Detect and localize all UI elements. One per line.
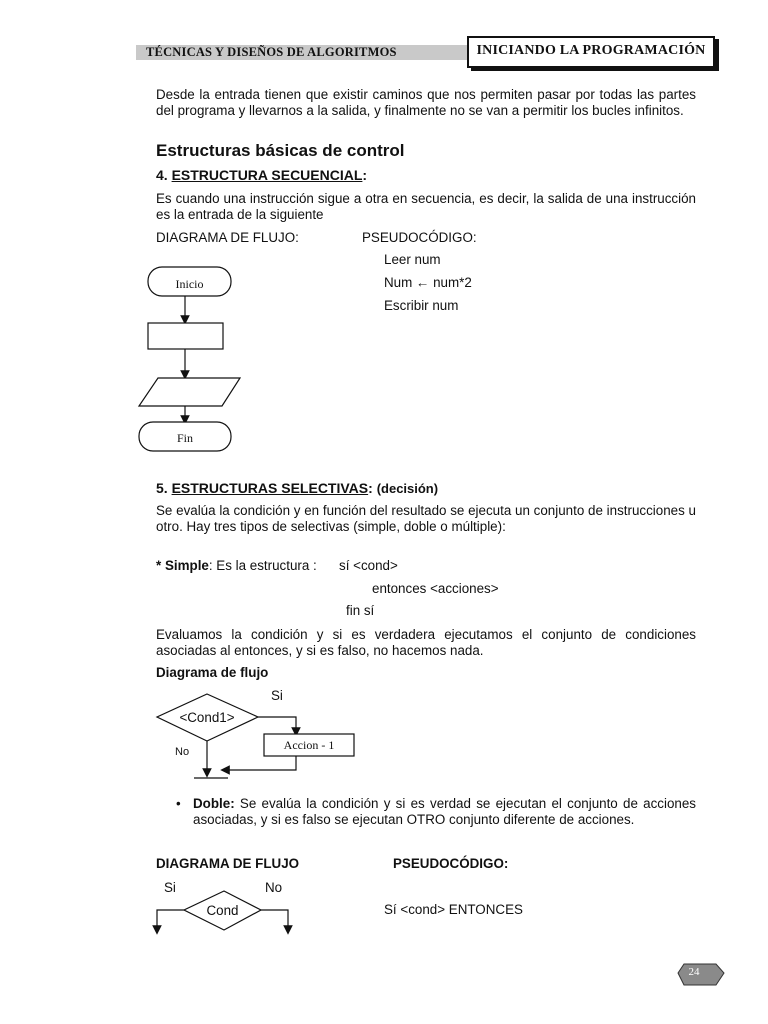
- sequential-heading: [156, 167, 367, 183]
- simple-flowchart: [150, 685, 370, 785]
- sequential-colon: :: [362, 167, 368, 183]
- double-flow-label: DIAGRAMA DE FLUJO: [156, 856, 300, 871]
- process-box: [148, 323, 223, 349]
- simple-return-line: [225, 756, 296, 770]
- header-right-title: INICIANDO LA PROGRAMACIÓN: [476, 43, 706, 58]
- double-text: Se evalúa la condición y si es verdad se ejecutan el conjunto de acciones asociadas, y si es falso se ejecutan OTRO conjunto diferente de acciones.: [193, 796, 696, 827]
- intro-paragraph: Desde la entrada tienen que existir caminos que nos permiten pasar por todas las partes del programa y llevarnos a la salida, y finalmente no se van a permitir los bucles infinitos.: [156, 87, 696, 118]
- sequential-flow-label: DIAGRAMA DE FLUJO:: [156, 230, 299, 245]
- selective-heading: [156, 480, 438, 496]
- start-label: Inicio: [175, 277, 204, 291]
- header-left-title: TÉCNICAS Y DISEÑOS DE ALGORITMOS: [146, 45, 397, 59]
- double-cond-label: Cond: [206, 903, 239, 918]
- simple-yes-line: [258, 717, 296, 732]
- double-yes-line: [157, 910, 184, 930]
- simple-line-2: entonces <acciones>: [372, 581, 499, 596]
- simple-text: : Es la estructura :: [208, 558, 317, 573]
- selective-subtitle: (decisión): [376, 481, 439, 496]
- sequential-description: Es cuando una instrucción sigue a otra en secuencia, es decir, la salida de una instrucción es la entrada de la siguiente: [156, 191, 696, 222]
- selective-description: Se evalúa la condición y en función del resultado se ejecuta un conjunto de instrucciones u otro. Hay tres tipos de selectivas (simple, doble o múltiple):: [156, 503, 696, 534]
- sequential-number: 4.: [156, 167, 168, 183]
- simple-diagram-title: Diagrama de flujo: [156, 665, 269, 680]
- double-yes-label: Si: [164, 880, 176, 895]
- double-pseudo-line: Sí <cond> ENTONCES: [384, 902, 523, 917]
- simple-yes-label: Si: [271, 688, 283, 703]
- double-no-label: No: [265, 880, 283, 895]
- double-no-line: [261, 910, 288, 930]
- double-description: [193, 796, 696, 827]
- simple-explanation: Evaluamos la condición y si es verdadera ejecutamos el conjunto de condiciones asociadas al entonces, y si es falso, no hacemos nada.: [156, 627, 696, 658]
- simple-line-3: fin sí: [346, 603, 375, 618]
- sequential-title: ESTRUCTURA SECUENCIAL: [171, 167, 363, 183]
- simple-bullet: *: [156, 558, 162, 573]
- simple-action-label: Accion - 1: [283, 738, 335, 752]
- header-right-box: [467, 36, 715, 68]
- selective-title: ESTRUCTURAS SELECTIVAS: [171, 480, 369, 496]
- sequential-pseudo-label: PSEUDOCÓDIGO:: [362, 230, 477, 245]
- pseudo-line-3: Escribir num: [384, 298, 459, 313]
- pseudo-line-2: Num ← num*2: [384, 275, 472, 290]
- simple-label: Simple: [164, 558, 209, 573]
- double-label: Doble:: [193, 796, 235, 811]
- double-pseudo-label: PSEUDOCÓDIGO:: [393, 856, 509, 871]
- end-label: Fin: [176, 431, 193, 445]
- io-parallelogram: [139, 378, 240, 406]
- selective-colon: :: [368, 480, 373, 496]
- simple-cond-label: <Cond1>: [179, 710, 235, 725]
- page-number: 24: [688, 966, 700, 978]
- selective-number: 5.: [156, 480, 168, 496]
- section-title: Estructuras básicas de control: [156, 141, 405, 160]
- simple-no-label: No: [175, 746, 190, 758]
- double-bullet: •: [176, 796, 181, 811]
- simple-definition: [156, 558, 317, 574]
- pseudo-line-1: Leer num: [384, 252, 441, 267]
- simple-line-1: sí <cond>: [339, 558, 398, 573]
